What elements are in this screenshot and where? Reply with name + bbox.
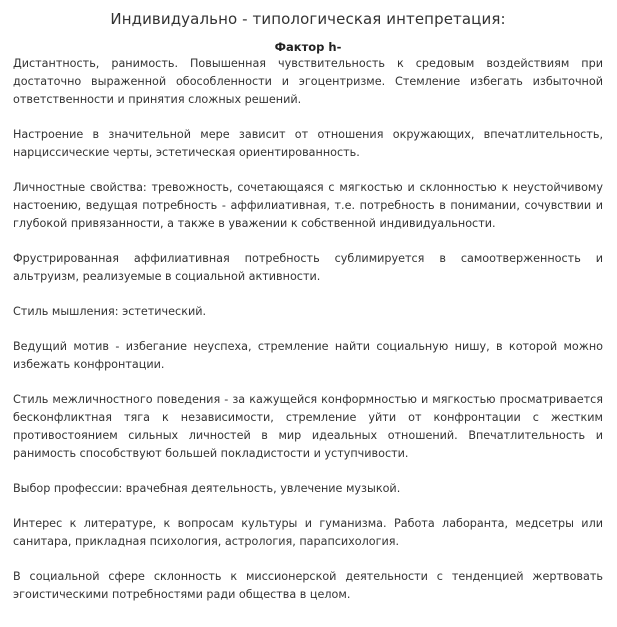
paragraph-profession-choice: Выбор профессии: врачебная деятельность, увлечение музыкой. <box>13 482 401 495</box>
paragraph-social-sphere: В социальной сфере склонность к миссионерской деятельности с тенденцией жертвовать эгоистическими потребностями ради общества в целом. <box>13 570 603 601</box>
paragraph-frustrated-need: Фрустрированная аффилиативная потребность сублимируется в самоотверженность и альтруизм, реализуемые в социальной активности. <box>13 252 603 283</box>
paragraph-distance: Дистантность, ранимость. Повышенная чувствительность к средовым воздействиям при достаточно выраженной обособленности и эгоцентризме. Стемление избегать избыточной ответственности и принятия сложных решений. <box>13 57 603 106</box>
page-title: Индивидуально - типологическая интепретация: <box>110 10 506 28</box>
paragraph-leading-motive: Ведущий мотив - избегание неуспеха, стремление найти социальную нишу, в которой можно избежать конфронтации. <box>13 340 603 371</box>
paragraph-interests: Интерес к литературе, к вопросам культуры и гуманизма. Работа лаборанта, медсетры или санитара, прикладная психология, астрология, парапсихология. <box>13 517 603 548</box>
paragraph-interpersonal-style: Стиль межличностного поведения - за кажущейся конформностью и мягкостью просматривается бесконфликтная тяга к независимости, стремление уйти от конфронтации с жестким противостоянием сильных личностей в мир идеальных отношений. Впечатлительность и ранимость способствуют большей покладистости и уступчивости. <box>13 393 603 460</box>
paragraph-mood: Настроение в значительной мере зависит от отношения окружающих, впечатлительность, нарциссические черты, эстетическая ориентированность. <box>13 128 603 159</box>
paragraph-thinking-style: Стиль мышления: эстетический. <box>13 305 207 318</box>
paragraph-personal-traits: Личностные свойства: тревожность, сочетающаяся с мягкостью и склонностью к неустойчивому настоению, ведущая потребность - аффилиативная, т.е. потребность в понимании, сочувствии и глубокой привязанности, а также в уважении к собственной индивидуальности. <box>13 181 603 230</box>
factor-heading: Фактор h- <box>274 40 342 54</box>
